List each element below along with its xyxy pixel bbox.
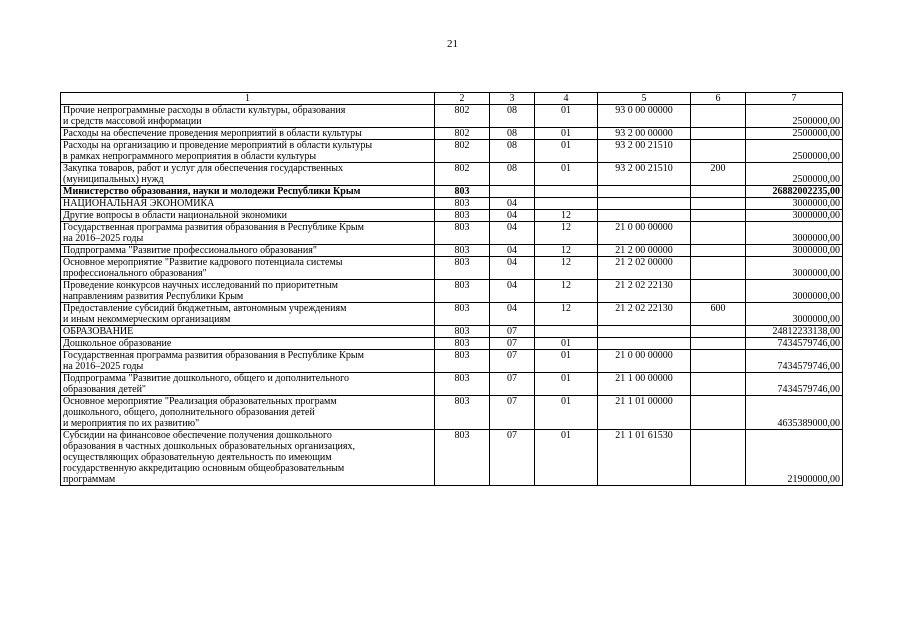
expense-type-cell bbox=[691, 350, 746, 373]
table-row bbox=[61, 105, 843, 128]
row-name-cell: Другие вопросы в области национальной экономики bbox=[61, 210, 435, 222]
section-code-cell: 04 bbox=[490, 210, 535, 222]
row-name-cell: Государственная программа развития образования в Республике Крым на 2016–2025 годы bbox=[61, 222, 435, 245]
row-name-cell: Предоставление субсидий бюджетным, автономным учреждениям и иным некоммерческим организациям bbox=[61, 303, 435, 326]
subsection-code-cell: 01 bbox=[535, 350, 598, 373]
expense-type-cell bbox=[691, 245, 746, 257]
expense-type-cell bbox=[691, 128, 746, 140]
column-header: 5 bbox=[598, 93, 691, 105]
row-name-cell: Закупка товаров, работ и услуг для обеспечения государственных (муниципальных) нужд bbox=[61, 163, 435, 186]
subsection-code-cell: 12 bbox=[535, 303, 598, 326]
section-code-cell: 07 bbox=[490, 326, 535, 338]
amount-cell: 21900000,00 bbox=[746, 430, 843, 486]
amount-cell: 3000000,00 bbox=[746, 198, 843, 210]
ministry-code-cell: 802 bbox=[435, 105, 490, 128]
table-row bbox=[61, 350, 843, 373]
section-code-cell: 08 bbox=[490, 128, 535, 140]
amount-cell: 3000000,00 bbox=[746, 210, 843, 222]
amount-cell: 4635389000,00 bbox=[746, 396, 843, 430]
amount-cell: 7434579746,00 bbox=[746, 373, 843, 396]
subsection-code-cell: 01 bbox=[535, 163, 598, 186]
ministry-code-cell: 803 bbox=[435, 350, 490, 373]
target-article-cell: 21 2 00 00000 bbox=[598, 245, 691, 257]
target-article-cell bbox=[598, 326, 691, 338]
expense-type-cell bbox=[691, 430, 746, 486]
expense-type-cell bbox=[691, 280, 746, 303]
column-header: 6 bbox=[691, 93, 746, 105]
row-name-cell: Расходы на обеспечение проведения мероприятий в области культуры bbox=[61, 128, 435, 140]
ministry-code-cell: 803 bbox=[435, 326, 490, 338]
table-row bbox=[61, 163, 843, 186]
table-row bbox=[61, 373, 843, 396]
target-article-cell: 21 0 00 00000 bbox=[598, 350, 691, 373]
amount-cell: 26882002235,00 bbox=[746, 186, 843, 198]
table-row bbox=[61, 396, 843, 430]
table-row bbox=[61, 198, 843, 210]
budget-table bbox=[60, 92, 843, 486]
target-article-cell: 21 0 00 00000 bbox=[598, 222, 691, 245]
table-row bbox=[61, 280, 843, 303]
section-code-cell: 04 bbox=[490, 257, 535, 280]
row-name-cell: Проведение конкурсов научных исследований по приоритетным направлениям развития Республики Крым bbox=[61, 280, 435, 303]
subsection-code-cell: 12 bbox=[535, 210, 598, 222]
target-article-cell: 21 1 01 00000 bbox=[598, 396, 691, 430]
amount-cell: 2500000,00 bbox=[746, 128, 843, 140]
target-article-cell: 93 2 00 00000 bbox=[598, 128, 691, 140]
row-name-cell: Министерство образования, науки и молодежи Республики Крым bbox=[61, 186, 435, 198]
ministry-code-cell: 803 bbox=[435, 257, 490, 280]
ministry-code-cell: 802 bbox=[435, 140, 490, 163]
table-row bbox=[61, 338, 843, 350]
row-name-cell: Основное мероприятие "Реализация образовательных программ дошкольного, общего, дополнительного образования детей и мероприятия по их развитию" bbox=[61, 396, 435, 430]
ministry-code-cell: 803 bbox=[435, 373, 490, 396]
table-header-row bbox=[61, 93, 843, 105]
table-row bbox=[61, 326, 843, 338]
amount-cell: 3000000,00 bbox=[746, 257, 843, 280]
column-header: 7 bbox=[746, 93, 843, 105]
ministry-code-cell: 803 bbox=[435, 245, 490, 257]
section-code-cell: 07 bbox=[490, 338, 535, 350]
row-name-cell: Государственная программа развития образования в Республике Крым на 2016–2025 годы bbox=[61, 350, 435, 373]
page-number: 21 bbox=[447, 38, 458, 50]
table-row bbox=[61, 303, 843, 326]
subsection-code-cell: 01 bbox=[535, 373, 598, 396]
table-row bbox=[61, 140, 843, 163]
column-header: 3 bbox=[490, 93, 535, 105]
target-article-cell: 93 2 00 21510 bbox=[598, 163, 691, 186]
amount-cell: 3000000,00 bbox=[746, 245, 843, 257]
section-code-cell: 08 bbox=[490, 140, 535, 163]
expense-type-cell bbox=[691, 222, 746, 245]
amount-cell: 2500000,00 bbox=[746, 163, 843, 186]
section-code-cell: 07 bbox=[490, 350, 535, 373]
expense-type-cell bbox=[691, 198, 746, 210]
section-code-cell bbox=[490, 186, 535, 198]
subsection-code-cell: 01 bbox=[535, 128, 598, 140]
section-code-cell: 04 bbox=[490, 198, 535, 210]
table-row bbox=[61, 257, 843, 280]
subsection-code-cell bbox=[535, 198, 598, 210]
section-code-cell: 04 bbox=[490, 245, 535, 257]
column-header: 2 bbox=[435, 93, 490, 105]
table-row bbox=[61, 430, 843, 486]
target-article-cell: 21 2 02 00000 bbox=[598, 257, 691, 280]
target-article-cell bbox=[598, 210, 691, 222]
ministry-code-cell: 803 bbox=[435, 186, 490, 198]
table-row bbox=[61, 128, 843, 140]
expense-type-cell bbox=[691, 210, 746, 222]
row-name-cell: НАЦИОНАЛЬНАЯ ЭКОНОМИКА bbox=[61, 198, 435, 210]
amount-cell: 7434579746,00 bbox=[746, 350, 843, 373]
row-name-cell: Дошкольное образование bbox=[61, 338, 435, 350]
target-article-cell: 21 2 02 22130 bbox=[598, 280, 691, 303]
row-name-cell: Подпрограмма "Развитие дошкольного, общего и дополнительного образования детей" bbox=[61, 373, 435, 396]
subsection-code-cell: 12 bbox=[535, 245, 598, 257]
table-row bbox=[61, 186, 843, 198]
expense-type-cell bbox=[691, 105, 746, 128]
ministry-code-cell: 803 bbox=[435, 338, 490, 350]
ministry-code-cell: 803 bbox=[435, 210, 490, 222]
row-name-cell: Прочие непрограммные расходы в области культуры, образования и средств массовой информации bbox=[61, 105, 435, 128]
amount-cell: 7434579746,00 bbox=[746, 338, 843, 350]
target-article-cell: 93 2 00 21510 bbox=[598, 140, 691, 163]
amount-cell: 3000000,00 bbox=[746, 222, 843, 245]
subsection-code-cell: 12 bbox=[535, 280, 598, 303]
row-name-cell: ОБРАЗОВАНИЕ bbox=[61, 326, 435, 338]
section-code-cell: 04 bbox=[490, 222, 535, 245]
subsection-code-cell: 01 bbox=[535, 105, 598, 128]
subsection-code-cell: 12 bbox=[535, 222, 598, 245]
section-code-cell: 07 bbox=[490, 430, 535, 486]
amount-cell: 2500000,00 bbox=[746, 105, 843, 128]
row-name-cell: Основное мероприятие "Развитие кадрового потенциала системы профессионального образования" bbox=[61, 257, 435, 280]
target-article-cell: 21 2 02 22130 bbox=[598, 303, 691, 326]
target-article-cell bbox=[598, 338, 691, 350]
target-article-cell: 93 0 00 00000 bbox=[598, 105, 691, 128]
section-code-cell: 07 bbox=[490, 373, 535, 396]
ministry-code-cell: 803 bbox=[435, 430, 490, 486]
expense-type-cell bbox=[691, 338, 746, 350]
target-article-cell: 21 1 01 61530 bbox=[598, 430, 691, 486]
subsection-code-cell bbox=[535, 326, 598, 338]
ministry-code-cell: 803 bbox=[435, 222, 490, 245]
expense-type-cell bbox=[691, 396, 746, 430]
expense-type-cell bbox=[691, 373, 746, 396]
target-article-cell bbox=[598, 198, 691, 210]
ministry-code-cell: 802 bbox=[435, 163, 490, 186]
table-row bbox=[61, 245, 843, 257]
expense-type-cell bbox=[691, 326, 746, 338]
section-code-cell: 04 bbox=[490, 303, 535, 326]
section-code-cell: 08 bbox=[490, 163, 535, 186]
target-article-cell: 21 1 00 00000 bbox=[598, 373, 691, 396]
subsection-code-cell: 01 bbox=[535, 396, 598, 430]
subsection-code-cell: 01 bbox=[535, 430, 598, 486]
amount-cell: 2500000,00 bbox=[746, 140, 843, 163]
column-header: 1 bbox=[61, 93, 435, 105]
amount-cell: 3000000,00 bbox=[746, 303, 843, 326]
table-row bbox=[61, 210, 843, 222]
subsection-code-cell: 12 bbox=[535, 257, 598, 280]
section-code-cell: 08 bbox=[490, 105, 535, 128]
expense-type-cell: 600 bbox=[691, 303, 746, 326]
ministry-code-cell: 803 bbox=[435, 396, 490, 430]
expense-type-cell bbox=[691, 140, 746, 163]
row-name-cell: Расходы на организацию и проведение мероприятий в области культуры в рамках непрограммного мероприятия в области культуры bbox=[61, 140, 435, 163]
amount-cell: 3000000,00 bbox=[746, 280, 843, 303]
subsection-code-cell: 01 bbox=[535, 338, 598, 350]
target-article-cell bbox=[598, 186, 691, 198]
section-code-cell: 04 bbox=[490, 280, 535, 303]
ministry-code-cell: 802 bbox=[435, 128, 490, 140]
column-header: 4 bbox=[535, 93, 598, 105]
ministry-code-cell: 803 bbox=[435, 280, 490, 303]
table-row bbox=[61, 222, 843, 245]
expense-type-cell: 200 bbox=[691, 163, 746, 186]
row-name-cell: Субсидии на финансовое обеспечение получения дошкольного образования в частных дошкольных образовательных организациях, осуществляющих образовательную деятельность по имеющим государственную аккредитацию основным общеобразовательным программам bbox=[61, 430, 435, 486]
amount-cell: 24812233138,00 bbox=[746, 326, 843, 338]
ministry-code-cell: 803 bbox=[435, 198, 490, 210]
ministry-code-cell: 803 bbox=[435, 303, 490, 326]
subsection-code-cell bbox=[535, 186, 598, 198]
expense-type-cell bbox=[691, 257, 746, 280]
expense-type-cell bbox=[691, 186, 746, 198]
section-code-cell: 07 bbox=[490, 396, 535, 430]
row-name-cell: Подпрограмма "Развитие профессионального образования" bbox=[61, 245, 435, 257]
subsection-code-cell: 01 bbox=[535, 140, 598, 163]
